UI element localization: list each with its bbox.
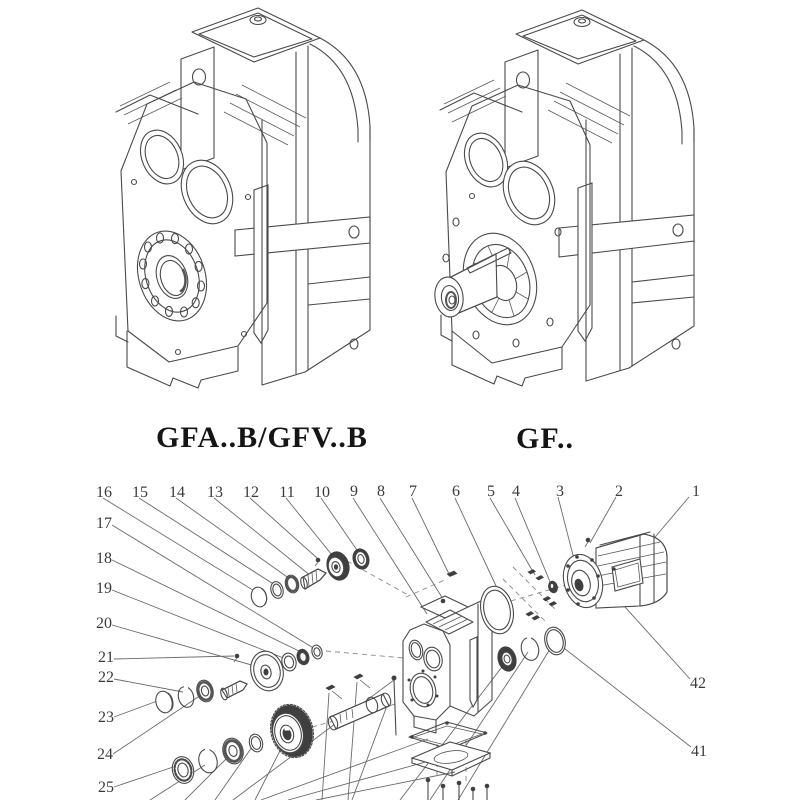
end-cap [153, 689, 174, 714]
callout-number: 25 [98, 779, 114, 796]
gearbox-drawing-gfab [116, 8, 370, 388]
gear-housing [392, 596, 492, 735]
callout-number: 8 [377, 483, 385, 500]
callout-number: 16 [96, 484, 112, 501]
callout-number: 11 [279, 484, 295, 501]
model-label-gf: GF.. [516, 422, 574, 455]
gearbox-drawing-gf [432, 10, 694, 386]
mounting-feet [127, 331, 238, 388]
output-shaft [327, 692, 392, 731]
callout-number: 22 [98, 669, 114, 686]
flange-gasket-ring [476, 583, 517, 637]
callout-number: 21 [98, 649, 114, 666]
callout-number: 13 [207, 484, 223, 501]
housing-right-edge [305, 126, 370, 372]
bottom-cover [412, 742, 490, 776]
callout-number: 41 [691, 743, 707, 760]
roller-bearing [169, 754, 196, 786]
splined-shaft [220, 681, 247, 701]
callout-number: 12 [243, 484, 259, 501]
callout-number: 1 [692, 483, 700, 500]
bearing [194, 678, 215, 703]
leader-lines [103, 497, 691, 800]
callout-number: 18 [96, 550, 112, 567]
output-gear [265, 699, 320, 762]
washer [310, 644, 323, 660]
intermediate-shaft-parts [153, 644, 323, 715]
housing-front-face [121, 82, 267, 362]
callout-number: 20 [96, 615, 112, 632]
callout-number: 3 [556, 483, 564, 500]
callout-number: 15 [132, 484, 148, 501]
cooling-fins [444, 80, 506, 122]
callout-number: 4 [512, 483, 520, 500]
cooling-fins [224, 85, 306, 145]
callout-number: 5 [487, 483, 495, 500]
flange-plate [505, 50, 538, 168]
input-shaft-parts [249, 547, 371, 609]
pinion-shaft [300, 569, 326, 590]
input-gear [324, 549, 353, 583]
model-label-gfab: GFA..B/GFV..B [156, 421, 368, 454]
cooling-fins [548, 83, 630, 143]
bearing-boss [126, 222, 217, 330]
callout-number: 10 [314, 484, 330, 501]
motor [558, 532, 667, 612]
end-cap [249, 585, 269, 608]
bottom-cover-set [409, 722, 490, 800]
callout-number: 42 [690, 675, 706, 692]
callout-number: 17 [96, 515, 112, 532]
hex-bolt [447, 571, 457, 577]
intermediate-gear [246, 648, 287, 695]
flange-plate [181, 47, 214, 170]
bearing [351, 547, 372, 571]
cover-bolts [426, 778, 489, 800]
callout-number: 14 [169, 484, 185, 501]
set-screw [316, 558, 320, 562]
dowel-pin [392, 676, 396, 735]
callout-number: 23 [98, 709, 114, 726]
callout-number: 2 [615, 483, 623, 500]
callout-number: 6 [452, 483, 460, 500]
callout-number: 19 [96, 580, 112, 597]
callout-number: 7 [409, 483, 417, 500]
hex-bolts [326, 674, 370, 699]
screw [235, 654, 239, 658]
exploded-parts-diagram [96, 483, 707, 800]
cooling-fins [120, 82, 182, 124]
mounting-feet [452, 331, 562, 386]
callout-number: 24 [97, 746, 113, 763]
vent-plug [441, 599, 445, 603]
callout-number: 9 [350, 483, 358, 500]
motor-bolt [585, 538, 590, 547]
